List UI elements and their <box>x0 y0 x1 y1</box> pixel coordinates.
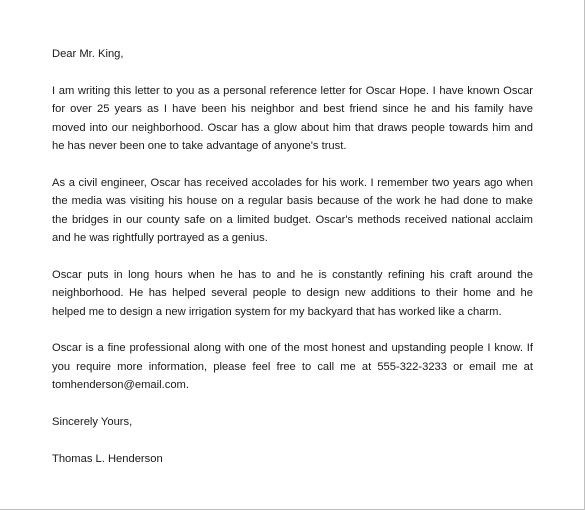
paragraph-spacer <box>52 431 533 449</box>
paragraph-work-ethic: Oscar puts in long hours when he has to and he is constantly refining his craft around the neighborhood. He has helped several people to design new additions to their home and he helped me to design a new irrigation system for my backyard that has worked like a charm. <box>52 268 533 318</box>
letter-body <box>52 45 533 468</box>
signature-name: Thomas L. Henderson <box>52 452 163 465</box>
paragraph-contact: Oscar is a fine professional along with one of the most honest and upstanding people I know. If you require more information, please feel free to call me at 555-322-3233 or email me at tomhenderson@email.com. <box>52 342 533 392</box>
paragraph-spacer <box>52 247 533 265</box>
paragraph-spacer <box>52 321 533 339</box>
closing: Sincerely Yours, <box>52 416 133 429</box>
paragraph-introduction: I am writing this letter to you as a personal reference letter for Oscar Hope. I have known Oscar for over 25 years as I have been his neighbor and best friend since he and his family have moved into our neighborhood. Oscar has a glow about him that draws people towards him and he has never been one to take advantage of anyone's trust. <box>52 84 533 153</box>
salutation: Dear Mr. King, <box>52 48 124 60</box>
paragraph-spacer <box>52 63 533 81</box>
paragraph-spacer <box>52 395 533 413</box>
paragraph-spacer <box>52 155 533 173</box>
paragraph-career: As a civil engineer, Oscar has received accolades for his work. I remember two years ago when the media was visiting his house on a regular basis because of the work he had done to make the bridges in our county safe on a limited budget. Oscar's methods received national acclaim and he was rightfully portrayed as a genius. <box>52 176 533 245</box>
